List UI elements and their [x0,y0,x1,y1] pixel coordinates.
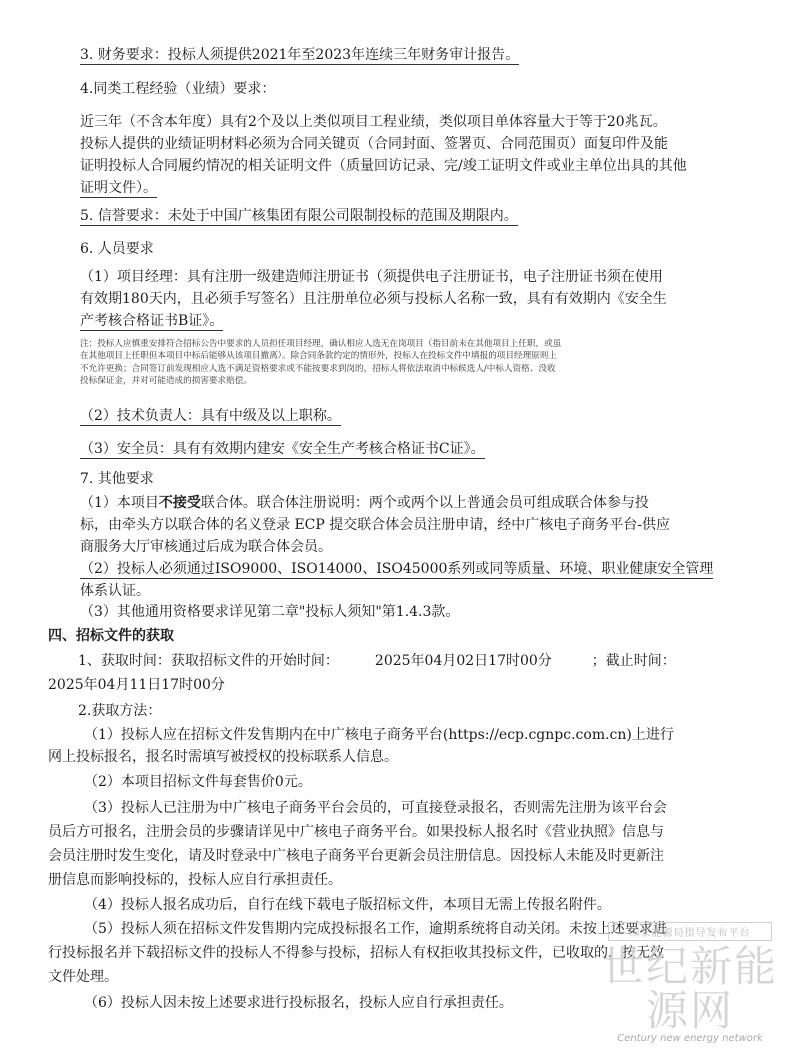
method-5-line-2: 行投标报名并下载招标文件的投标人不得参与投标，招标人有权拒收其投标文件，已收取的，按无效 [48,945,664,961]
experience-title: 4.同类工程经验（业绩）要求： [80,81,276,97]
method-1-line-1: （1）投标人应在招标文件发售期内在中广核电子商务平台(https://ecp.cgnpc.com.cn)上进行 [84,727,674,743]
method-4: （4）投标人报名成功后，自行在线下载电子版招标文件，本项目无需上传报名附件。 [84,897,611,913]
site-watermark [590,922,790,1044]
method-3-line-1: （3）投标人已注册为中广核电子商务平台会员的，可直接登录报名，否则需先注册为该平台会 [84,800,667,816]
pm-note [80,338,770,388]
pm-note-line-4: 投标保证金，并对可能造成的损害要求赔偿。 [80,376,252,387]
pm-note-line-1: 注：投标人应慎重安排符合招标公告中要求的人员担任项目经理，确认相应人选无在岗项目（指目前未在其他项目上任职，或虽 [80,339,562,349]
obtain-end-time: 2025年04月11日17时00分 [48,677,225,693]
credit-requirement: 5. 信誉要求：未处于中国广核集团有限公司限制投标的范围及期限内。 [80,208,518,224]
watermark-tag: 国家能源局指导发布平台 [608,922,772,941]
safety-officer-requirement: （3）安全员：具有有效期内建安《安全生产考核合格证书C证》。 [80,441,485,457]
consortium-line-1: （1）本项目不接受联合体。联合体注册说明：两个或两个以上普通会员可组成联合体参与投 [80,495,649,511]
method-5-line-3: 文件处理。 [48,969,118,985]
not-accepted-emphasis: 不接受 [158,495,201,511]
method-6: （6）投标人因未按上述要求进行投标报名，投标人应自行承担责任。 [84,995,513,1011]
pm-note-line-2: 在其他项目上任职但本项目中标后能够从该项目撤离）。除合同条款约定的情形外，投标人在投标文件中填报的项目经理原则上 [80,351,557,362]
iso-line-2: 体系认证。 [80,583,150,599]
watermark-logo-text: 世纪新能源网 [601,942,778,1035]
method-3-line-2: 员后方可报名，注册会员的步骤请详见中广核电子商务平台。如果投标人报名时《营业执照》信息与 [48,824,664,840]
finance-requirement: 3. 财务要求：投标人须提供2021年至2023年连续三年财务审计报告。 [80,47,520,63]
pm-line-2: 有效期180天内，且必须手写签名）且注册单位必须与投标人名称一致，具有有效期内《安全生 [80,291,667,307]
consortium-line-2: 标，由牵头方以联合体的名义登录 ECP 提交联合体会员注册申请，经中广核电子商务平台-供应 [80,517,670,533]
watermark-subtitle: Century new energy network [617,1033,763,1044]
method-3-line-3: 会员注册时发生变化，请及时登录中广核电子商务平台更新会员注册信息。因投标人未能及时更新注 [48,848,664,864]
method-title: 2.获取方法： [78,703,162,719]
method-3-line-4: 册信息而影响投标的，投标人应自行承担责任。 [48,872,342,888]
obtain-start-time: 2025年04月02日17时00分 [374,653,552,669]
pm-line-1: （1）项目经理：具有注册一级建造师注册证书（须提供电子注册证书，电子注册证书须在使用 [80,269,663,285]
experience-line-4: 证明文件）。 [80,180,157,196]
obtain-time-line: 1、获取时间：获取招标文件的开始时间： 2025年04月02日17时00分 ；截止时间： [78,653,676,669]
iso-line-1: （2）投标人必须通过ISO9000、ISO14000、ISO45000系列或同等质量、环境、职业健康安全管理 [80,561,714,577]
consortium-line-3: 商服务大厅审核通过后成为联合体会员。 [80,539,332,555]
experience-line-2: 投标人提供的业绩证明材料必须为合同关键页（合同封面、签署页、合同范围页）面复印件及能 [80,136,668,152]
method-1-line-2: 网上投标报名，报名时需填写被授权的投标联系人信息。 [48,749,398,765]
experience-line-3: 证明投标人合同履约情况的相关证明文件（质量回访记录、完/竣工证明文件或业主单位出具的其他 [80,158,687,174]
pm-note-line-3: 不允许更换；合同签订前发现相应人选不满足资格要求或不能按要求到岗的，招标人将依法取消中标候选人/中标人资格、没收 [80,363,556,374]
tech-lead-requirement: （2）技术负责人：具有中级及以上职称。 [80,408,341,424]
method-5-line-1: （5）投标人须在招标文件发售期内完成投标报名工作，逾期系统将自动关闭。未按上述要求进 [84,921,667,937]
other-title: 7. 其他要求 [80,471,154,487]
general-qualification: （3）其他通用资格要求详见第二章"投标人须知"第1.4.3款。 [80,604,460,620]
pm-line-3: 产考核合格证书B证》。 [80,313,224,329]
experience-line-1: 近三年（不含本年度）具有2个及以上类似项目工程业绩，类似项目单体容量大于等于20兆瓦。 [80,114,667,130]
method-2: （2）本项目招标文件每套售价0元。 [84,774,312,790]
section-heading-obtain-docs: 四、招标文件的获取 [48,628,174,644]
personnel-title: 6. 人员要求 [80,241,154,257]
